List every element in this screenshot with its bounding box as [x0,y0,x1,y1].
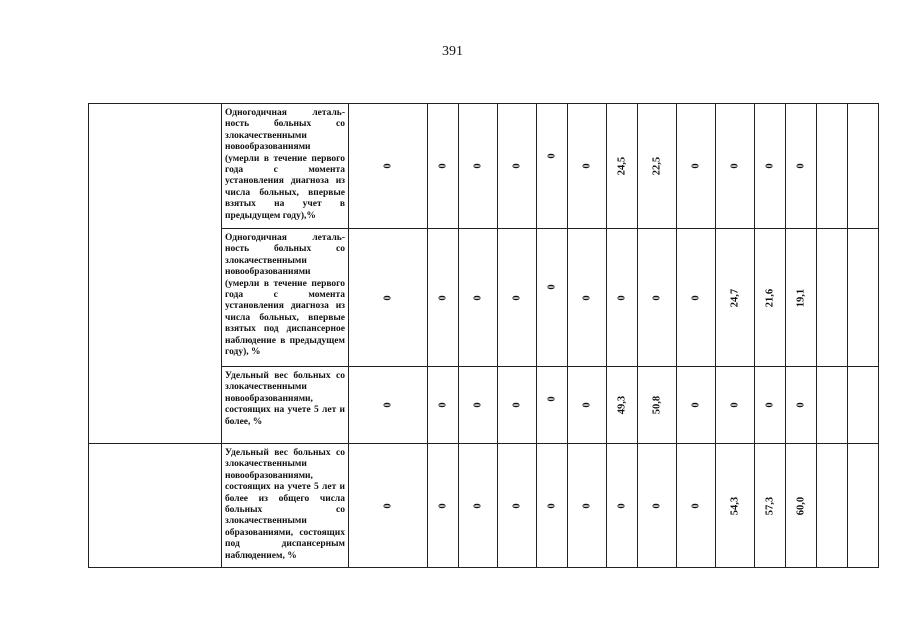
cell-value: 0 [546,396,558,402]
value-cell [459,367,498,444]
cell-value: 0 [437,163,449,169]
value-cell [568,229,607,367]
value-cell [459,104,498,229]
cell-value: 0 [437,502,449,509]
cell-value: 24,5 [616,156,628,176]
value-cell [716,367,755,444]
value-cell [817,104,848,229]
value-cell [638,104,677,229]
cell-value: 0 [729,402,741,408]
cell-value: 0 [472,502,484,509]
value-cell [677,104,716,229]
cell-value: 0 [382,402,394,408]
value-cell [848,444,879,568]
value-cell [607,367,638,444]
blank-cell [89,104,222,444]
value-cell [786,367,817,444]
cell-value: 22,5 [651,156,663,176]
value-cell [716,229,755,367]
value-cell [755,444,786,568]
value-cell [498,229,537,367]
value-cell [498,444,537,568]
value-cell [848,367,879,444]
value-cell [817,444,848,568]
cell-value: 0 [382,163,394,169]
cell-value: 0 [546,283,558,290]
table-row [89,444,879,568]
value-cell [716,444,755,568]
cell-value: 21,6 [764,288,776,307]
value-cell [677,367,716,444]
cell-value: 0 [581,163,593,169]
cell-value: 19,1 [795,288,807,307]
value-cell [607,444,638,568]
cell-value: 0 [616,502,628,509]
cell-value: 0 [690,502,702,509]
value-cell [459,229,498,367]
value-cell [459,444,498,568]
value-cell [349,229,428,367]
value-cell [607,229,638,367]
indicators-table [88,103,879,568]
value-cell [848,229,879,367]
value-cell [428,367,459,444]
table-row [89,104,879,229]
cell-value: 24,7 [729,288,741,307]
cell-value: 0 [382,502,394,509]
value-cell [498,367,537,444]
cell-value: 0 [690,163,702,169]
cell-value: 0 [472,294,484,301]
row-label: Одногодичная леталь-ность больных со злокачественными новообразованиями (умерли в течение первого года с момента установления диагноза из числа больных, впервые взятых на учет в предыдущем году),% [222,104,349,229]
cell-value: 0 [472,163,484,169]
value-cell [568,444,607,568]
cell-value: 54,3 [729,496,741,515]
value-cell [638,444,677,568]
value-cell [498,104,537,229]
value-cell [607,104,638,229]
blank-cell [89,444,222,568]
value-cell [848,104,879,229]
cell-value: 0 [437,402,449,408]
value-cell [677,229,716,367]
cell-value: 0 [690,294,702,301]
value-cell [349,444,428,568]
cell-value: 0 [729,163,741,169]
value-cell [349,104,428,229]
cell-value: 0 [795,163,807,169]
value-cell [428,104,459,229]
cell-value: 0 [651,502,663,509]
value-cell [786,104,817,229]
value-cell [817,367,848,444]
value-cell [537,367,568,444]
value-cell [755,104,786,229]
cell-value: 0 [651,294,663,301]
cell-value: 49,3 [616,395,628,415]
cell-value: 0 [764,163,776,169]
value-cell [428,229,459,367]
value-cell [716,104,755,229]
cell-value: 0 [546,153,558,159]
value-cell [638,229,677,367]
cell-value: 0 [546,502,558,509]
row-label: Удельный вес больных со злокачественными новообразованиями, состоящих на учете 5 лет и более, % [222,367,349,444]
cell-value: 0 [581,402,593,408]
cell-value: 0 [511,402,523,408]
cell-value: 0 [511,294,523,301]
cell-value: 0 [616,294,628,301]
value-cell [537,104,568,229]
cell-value: 0 [690,402,702,408]
row-label: Удельный вес больных со злокачественными новообразованиями, состоящих на учете 5 лет и более из общего числа больных со злокачественными образованиями, состоящих под диспансерным наблюдением, % [222,444,349,568]
cell-value: 0 [437,294,449,301]
value-cell [817,229,848,367]
cell-value: 57,3 [764,496,776,515]
value-cell [786,444,817,568]
cell-value: 60,0 [795,496,807,515]
cell-value: 0 [795,402,807,408]
value-cell [568,367,607,444]
value-cell [568,104,607,229]
value-cell [537,444,568,568]
page-number: 391 [442,44,463,59]
value-cell [638,367,677,444]
value-cell [786,229,817,367]
cell-value: 0 [764,402,776,408]
cell-value: 0 [511,163,523,169]
cell-value: 0 [581,294,593,301]
cell-value: 0 [581,502,593,509]
value-cell [755,229,786,367]
value-cell [537,229,568,367]
cell-value: 50,8 [651,395,663,415]
value-cell [428,444,459,568]
cell-value: 0 [472,402,484,408]
cell-value: 0 [382,294,394,301]
value-cell [677,444,716,568]
value-cell [349,367,428,444]
cell-value: 0 [511,502,523,509]
value-cell [755,367,786,444]
row-label: Одногодичная леталь-ность больных со злокачественными новообразованиями (умерли в течение первого года с момента установления диагноза из числа больных, впервые взятых под диспансерное наблюдение в предыдущем году), % [222,229,349,367]
